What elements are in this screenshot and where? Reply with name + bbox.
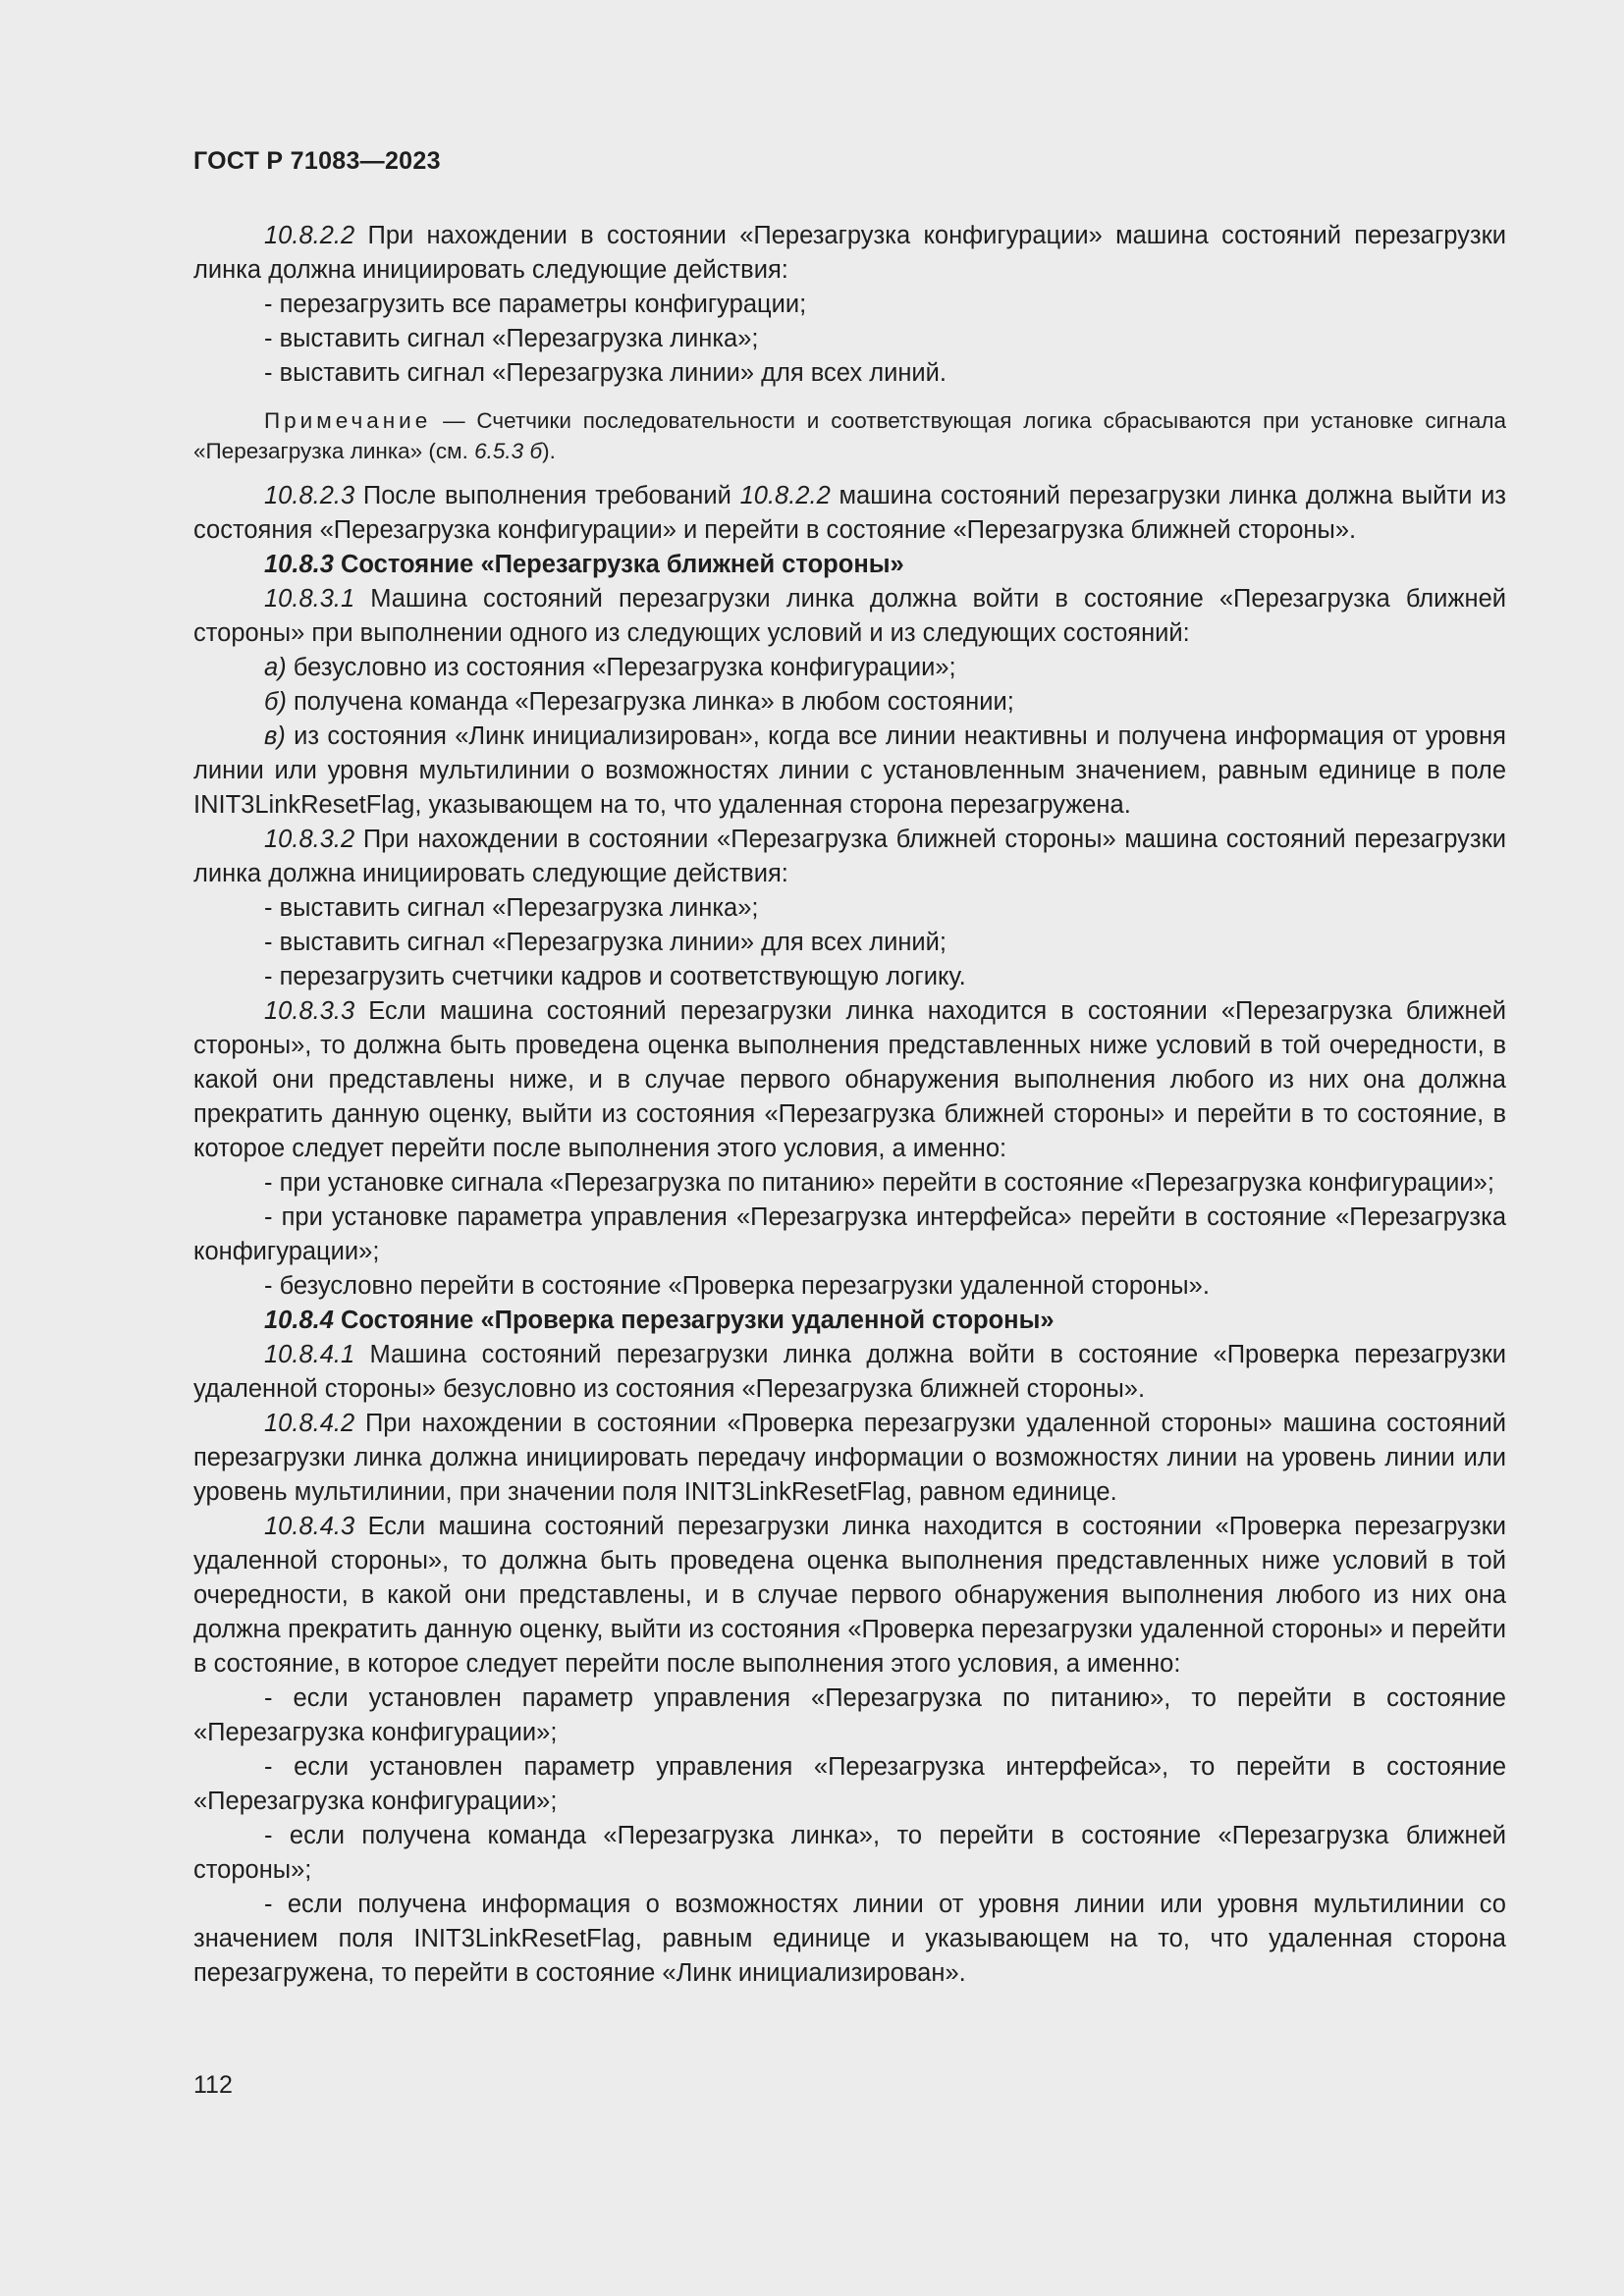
clause-text: При нахождении в состоянии «Перезагрузка конфигурации» машина состояний перезагрузки линка должна инициировать следующие действия:: [193, 222, 1506, 284]
list-item: - безусловно перейти в состояние «Проверка перезагрузки удаленной стороны».: [264, 1272, 1210, 1300]
list-item: [193, 720, 1506, 823]
list-item: - при установке сигнала «Перезагрузка по питанию» перейти в состояние «Перезагрузка конфигурации»;: [264, 1169, 1494, 1197]
clause-number: 10.8.3.2: [264, 826, 355, 853]
clause-number: 10.8.4.1: [264, 1341, 355, 1368]
clause-text: Машина состояний перезагрузки линка должна войти в состояние «Перезагрузка ближней стороны» при выполнении одного из следующих условий и из следующих состояний:: [193, 585, 1506, 647]
list-item-text: безусловно из состояния «Перезагрузка конфигурации»;: [293, 654, 956, 681]
list-item: [193, 685, 1506, 720]
clause-text: Если машина состояний перезагрузки линка находится в состоянии «Проверка перезагрузки удаленной стороны», то должна быть проведена оценка выполнения представленных ниже условий в той очередности, в какой они представлены, и в случае первого обнаружения выполнения любого из них она должна прекратить данную оценку, выйти из состояния «Проверка перезагрузки удаленной стороны» и перейти в состояние, в которое следует перейти после выполнения этого условия, а именно:: [193, 1513, 1506, 1678]
note-text-end: ).: [542, 439, 556, 463]
clause-text: Машина состояний перезагрузки линка должна войти в состояние «Проверка перезагрузки удаленной стороны» безусловно из состояния «Перезагрузка ближней стороны».: [193, 1341, 1506, 1403]
clause-number: 10.8.2.2: [264, 222, 355, 249]
clause-text: Если машина состояний перезагрузки линка находится в состоянии «Перезагрузка ближней стороны», то должна быть проведена оценка выполнения представленных ниже условий в той очередности, в какой они представлены ниже, и в случае первого обнаружения выполнения любого из них она должна прекратить данную оценку, выйти из состояния «Перезагрузка ближней стороны» и перейти в то состояние, в которое следует перейти после выполнения этого условия, а именно:: [193, 997, 1506, 1162]
clause-10-8-4-3: [193, 1510, 1506, 1682]
clause-10-8-3-2: [193, 823, 1506, 891]
clause-number: 10.8.2.3: [264, 482, 355, 509]
clause-10-8-4-2: [193, 1407, 1506, 1510]
list-marker: б): [264, 688, 287, 716]
list-item: - выставить сигнал «Перезагрузка линии» для всех линий.: [264, 359, 947, 387]
list-item: - если получена команда «Перезагрузка линка», то перейти в состояние «Перезагрузка ближней стороны»;: [193, 1822, 1506, 1884]
clause-10-8-3-1: [193, 582, 1506, 651]
clause-number: 10.8.3.3: [264, 997, 355, 1025]
section-number: 10.8.3: [264, 551, 334, 578]
note: [193, 405, 1506, 466]
list-item: - если установлен параметр управления «Перезагрузка интерфейса», то перейти в состояние «Перезагрузка конфигурации»;: [193, 1753, 1506, 1815]
list-marker: а): [264, 654, 287, 681]
clause-ref: 10.8.2.2: [739, 482, 831, 509]
clause-number: 10.8.3.1: [264, 585, 355, 613]
note-text: — Счетчики последовательности и соответствующая логика сбрасываются при установке сигнала «Перезагрузка линка» (см.: [193, 408, 1506, 463]
clause-10-8-3-3: [193, 994, 1506, 1166]
document-header: ГОСТ Р 71083—2023: [193, 147, 441, 175]
note-label: Примечание: [264, 408, 432, 433]
list-item-text: из состояния «Линк инициализирован», когда все линии неактивны и получена информация от уровня линии или уровня мультилинии о возможностях линии с установленным значением, равным единице в поле INIT3LinkResetFlag, указывающем на то, что удаленная сторона перезагружена.: [193, 722, 1506, 819]
section-title: Состояние «Проверка перезагрузки удаленной стороны»: [341, 1307, 1055, 1334]
section-heading-10-8-4: [193, 1304, 1506, 1338]
page-number: 112: [193, 2071, 233, 2099]
list-item: - выставить сигнал «Перезагрузка линка»;: [264, 894, 759, 922]
note-ref: 6.5.3 б: [474, 439, 543, 463]
clause-10-8-2-3: [193, 479, 1506, 548]
clause-number: 10.8.4.3: [264, 1513, 355, 1540]
clause-text: При нахождении в состоянии «Перезагрузка ближней стороны» машина состояний перезагрузки линка должна инициировать следующие действия:: [193, 826, 1506, 887]
clause-10-8-2-2: [193, 219, 1506, 288]
list-item: - если установлен параметр управления «Перезагрузка по питанию», то перейти в состояние «Перезагрузка конфигурации»;: [193, 1684, 1506, 1746]
list-item: - при установке параметра управления «Перезагрузка интерфейса» перейти в состояние «Перезагрузка конфигурации»;: [193, 1203, 1506, 1265]
list-item: - выставить сигнал «Перезагрузка линка»;: [264, 325, 759, 352]
clause-10-8-4-1: [193, 1338, 1506, 1407]
list-marker: в): [264, 722, 286, 750]
clause-text: При нахождении в состоянии «Проверка перезагрузки удаленной стороны» машина состояний перезагрузки линка должна инициировать передачу информации о возможностях линии на уровень линии или уровень мультилинии, при значении поля INIT3LinkResetFlag, равном единице.: [193, 1410, 1506, 1506]
list-item: - перезагрузить счетчики кадров и соответствующую логику.: [264, 963, 966, 990]
list-item: - перезагрузить все параметры конфигурации;: [264, 291, 807, 318]
list-item: - если получена информация о возможностях линии от уровня линии или уровня мультилинии со значением поля INIT3LinkResetFlag, равным единице и указывающем на то, что удаленная сторона перезагружена, то перейти в состояние «Линк инициализирован».: [193, 1891, 1506, 1987]
section-number: 10.8.4: [264, 1307, 334, 1334]
list-item-text: получена команда «Перезагрузка линка» в любом состоянии;: [293, 688, 1014, 716]
clause-number: 10.8.4.2: [264, 1410, 355, 1437]
section-heading-10-8-3: [193, 548, 1506, 582]
clause-text-end: машина состояний перезагрузки линка должна выйти из состояния «Перезагрузка конфигурации» и перейти в состояние «Перезагрузка ближней стороны».: [193, 482, 1507, 544]
clause-text: После выполнения требований: [362, 482, 740, 509]
section-title: Состояние «Перезагрузка ближней стороны»: [341, 551, 904, 578]
list-item: [193, 651, 1506, 685]
list-item: - выставить сигнал «Перезагрузка линии» для всех линий;: [264, 929, 947, 956]
